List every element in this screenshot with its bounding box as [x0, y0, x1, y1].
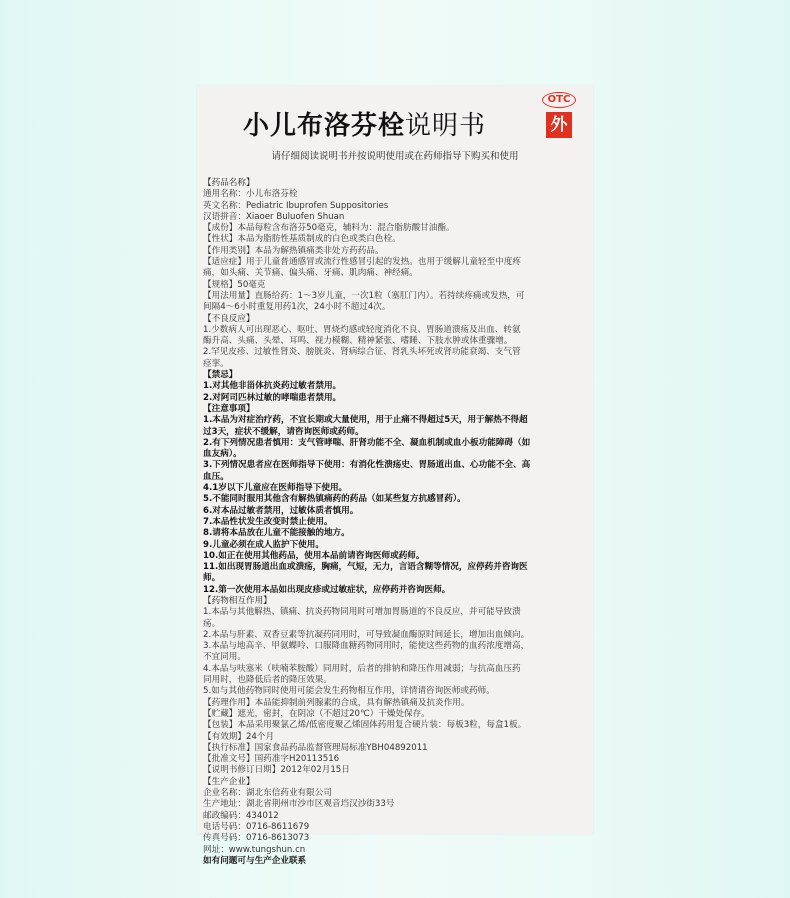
text-line: 【说明书修订日期】2012年02月15日	[203, 765, 350, 776]
text-line: 【批准文号】国药准字H20113516	[203, 754, 340, 765]
text-line: 【用法用量】直肠给药：1～3岁儿童，一次1粒（塞肛门内）。若持续疼痛或发热，可	[203, 290, 525, 301]
text-line: 痉挛。	[203, 358, 229, 369]
text-line: 1.少数病人可出现恶心、呕吐、胃烧灼感或轻度消化不良、胃肠道溃疡及出血、转氨	[203, 324, 521, 335]
text-line: 【作用类别】本品为解热镇痛类非处方药药品。	[203, 245, 384, 256]
title-drug-name: 小儿布洛芬栓	[243, 111, 406, 141]
text-line: 通用名称：小儿布洛芬栓	[203, 189, 298, 200]
text-line: 传真号码：0716-8613073	[203, 833, 310, 844]
text-line: 12.第一次使用本品如出现皮疹或过敏症状，应停药并咨询医师。	[203, 584, 451, 595]
text-line: 5.不能同时服用其他含有解热镇痛药的药品（如某些复方抗感冒药）。	[203, 494, 466, 505]
text-line: 2.本品与肝素、双香豆素等抗凝药同用时，可导致凝血酶原时间延长，增加出血倾向。	[203, 629, 530, 640]
text-line: 3.下列情况患者应在医师指导下使用：有消化性溃疡史、胃肠道出血、心功能不全、高	[203, 460, 531, 471]
text-line: 6.对本品过敏者禁用，过敏体质者慎用。	[203, 505, 359, 516]
otc-badge: OTC	[542, 92, 576, 108]
text-line: 疡。	[203, 618, 221, 629]
text-line: 【注意事项】	[203, 403, 255, 414]
text-line: 5.如与其他药物同时使用可能会发生药物相互作用，详情请咨询医师或药师。	[203, 686, 495, 697]
text-line: 【适应症】用于儿童普通感冒或流行性感冒引起的发热。也用于缓解儿童轻至中度疼	[203, 257, 521, 268]
text-line: 1.本品与其他解热、镇痛、抗炎药物同用时可增加胃肠道的不良反应，并可能导致溃	[203, 607, 521, 618]
text-line: 网址：www.tungshun.cn	[203, 844, 306, 855]
text-line: 9.儿童必须在成人监护下使用。	[203, 539, 324, 550]
text-line: 【不良反应】	[203, 313, 255, 324]
text-line: 2.罕见皮疹、过敏性肾炎、膀胱炎、肾病综合征、肾乳头坏死或肾功能衰竭、支气管	[203, 347, 521, 358]
leaflet-title	[243, 105, 533, 145]
text-line: 11.如出现胃肠道出血或溃疡，胸痛，气短，无力，言语含糊等情况，应停药并咨询医	[203, 562, 528, 573]
text-line: 血压。	[203, 471, 229, 482]
text-line: 【药物相互作用】	[203, 595, 272, 606]
external-use-badge: 外	[546, 112, 572, 138]
text-line: 英文名称：Pediatric Ibuprofen Suppositories	[203, 200, 389, 211]
text-line: 间隔4～6小时重复用药1次，24小时不超过4次。	[203, 302, 391, 313]
text-line: 同用时，也降低后者的降压效果。	[203, 675, 332, 686]
text-line: 【执行标准】国家食品药品监督管理局标准YBH04892011	[203, 742, 428, 753]
text-line: 4.本品与呋塞米（呋喃苯胺酸）同用时，后者的排钠和降压作用减弱；与抗高血压药	[203, 663, 521, 674]
text-line: 2.对阿司匹林过敏的哮喘患者禁用。	[203, 392, 342, 403]
text-line: 汉语拼音：Xiaoer Buluofen Shuan	[203, 211, 345, 222]
text-line: 【有效期】24个月	[203, 731, 275, 742]
text-line: 【成份】本品每粒含布洛芬50毫克，辅料为：混合脂肪酸甘油酯。	[203, 223, 455, 234]
text-line: 电话号码：0716-8611679	[203, 821, 310, 832]
text-line: 生产地址：湖北省荆州市沙市区观音垱汉沙街33号	[203, 799, 395, 810]
title-suffix: 说明书	[405, 111, 487, 141]
leaflet-body	[203, 178, 583, 867]
leaflet-subtitle: 请仔细阅读说明书并按说明使用或在药师指导下购买和使用	[271, 151, 519, 162]
text-line: 【药理作用】本品能抑制前列腺素的合成，具有解热镇痛及抗炎作用。	[203, 697, 470, 708]
text-line: 4.1岁以下儿童应在医师指导下使用。	[203, 483, 348, 494]
text-line: 企业名称：湖北东信药业有限公司	[203, 788, 332, 799]
text-line: 如有问题可与生产企业联系	[203, 855, 307, 866]
text-line: 【生产企业】	[203, 776, 255, 787]
text-line: 【规格】50毫克	[203, 279, 266, 290]
text-line: 【禁忌】	[203, 370, 238, 381]
text-line: 师。	[203, 573, 221, 584]
text-line: 血友病）。	[203, 449, 242, 460]
text-line: 不宜同用。	[203, 652, 246, 663]
text-line: 【贮藏】遮光，密封，在阴凉（不超过20℃）干燥处保存。	[203, 708, 430, 719]
text-line: 酶升高、头痛、头晕、耳鸣、视力模糊、精神紧张、嗜睡、下肢水肿或体重骤增。	[203, 336, 513, 347]
text-line: 2.有下列情况患者慎用：支气管哮喘、肝肾功能不全、凝血机制或血小板功能障碍（如	[203, 437, 531, 448]
text-line: 1.本品为对症治疗药，不宜长期或大量使用，用于止痛不得超过5天，用于解热不得超	[203, 415, 528, 426]
text-line: 7.本品性状发生改变时禁止使用。	[203, 516, 333, 527]
text-line: 8.请将本品放在儿童不能接触的地方。	[203, 528, 350, 539]
text-line: 【药品名称】	[203, 178, 255, 188]
text-line: 痛，如头痛、关节痛、偏头痛、牙痛、肌肉痛、神经痛。	[203, 268, 418, 279]
text-line: 邮政编码：434012	[203, 810, 279, 821]
instruction-leaflet	[197, 86, 593, 866]
text-line: 3.本品与地高辛、甲氨蝶呤、口服降血糖药物同用时，能使这些药物的血药浓度增高，	[203, 641, 530, 652]
text-line: 【包装】本品采用聚氯乙烯/低密度聚乙烯固体药用复合硬片装：每板3粒，每盒1板。	[203, 720, 527, 731]
text-line: 10.如正在使用其他药品，使用本品前请咨询医师或药师。	[203, 550, 425, 561]
text-line: 【性状】本品为脂肪性基质制成的白色或类白色栓。	[203, 234, 401, 245]
text-line: 1.对其他非甾体抗炎药过敏者禁用。	[203, 381, 342, 392]
text-line: 过3天，症状不缓解，请咨询医师或药师。	[203, 426, 364, 437]
